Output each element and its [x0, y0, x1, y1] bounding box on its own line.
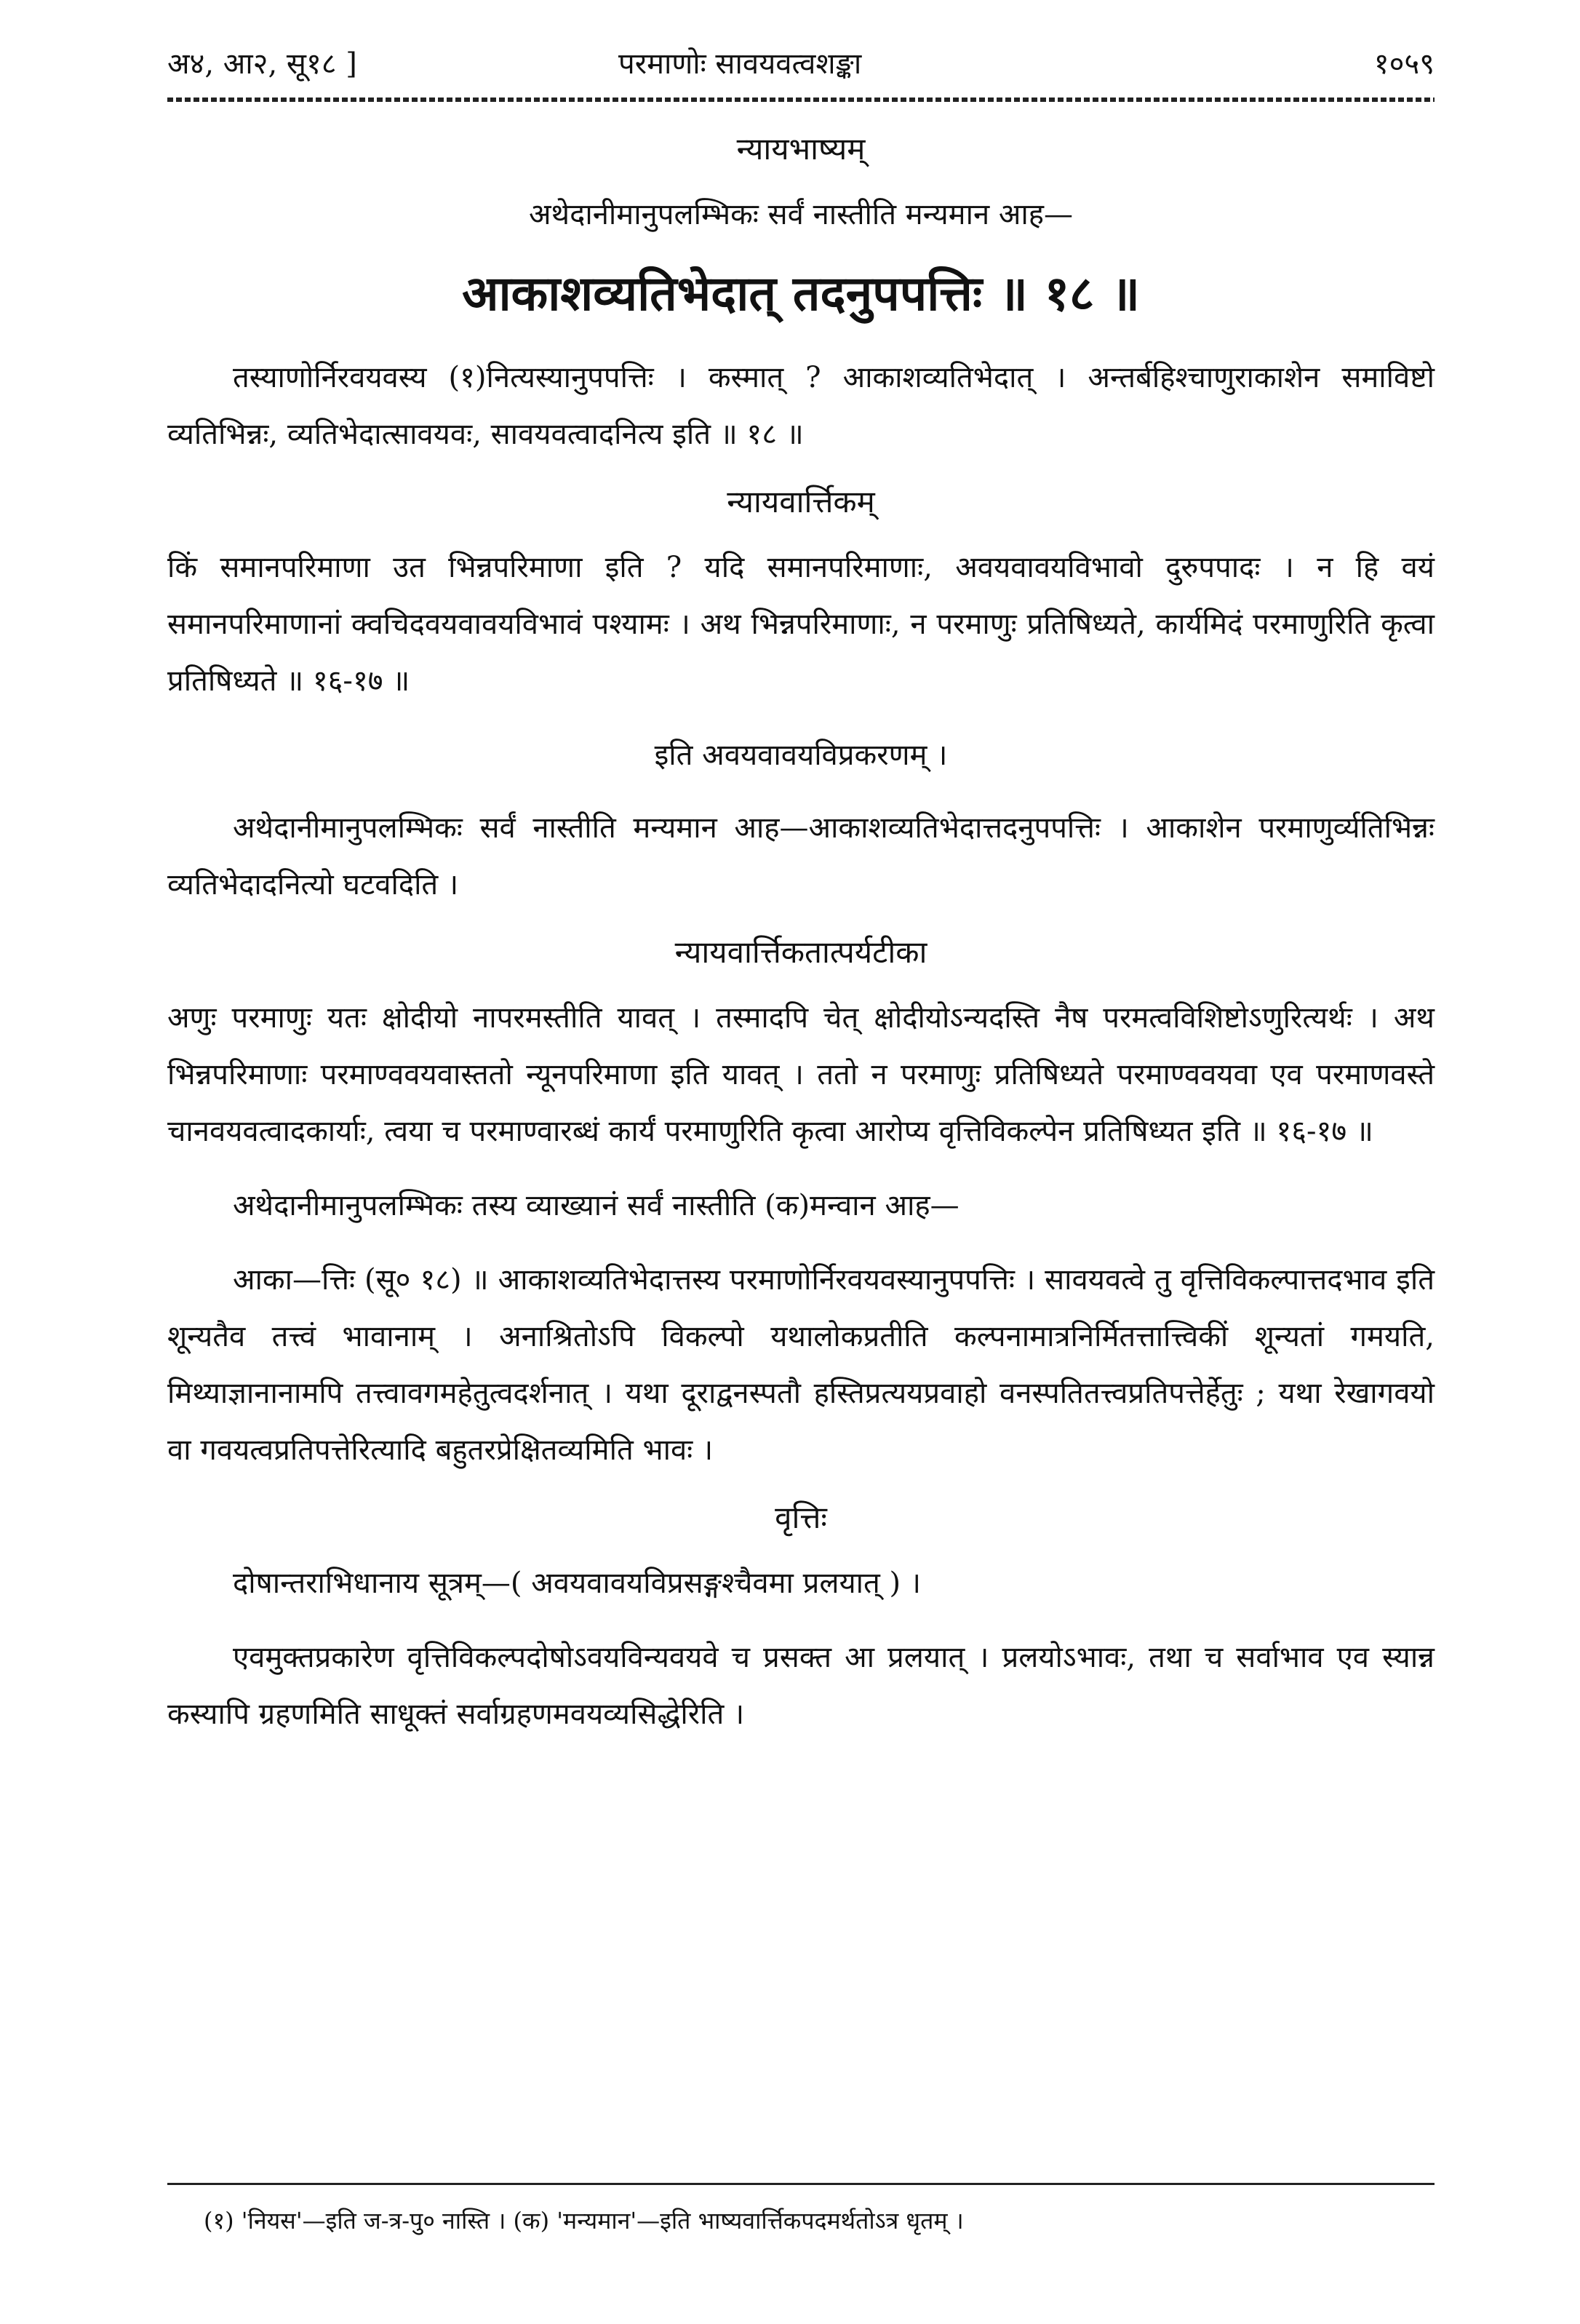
varttika-heading: न्यायवार्त्तिकम्: [727, 484, 875, 520]
header-wavy-rule: [167, 98, 1435, 102]
running-title: परमाणोः सावयवत्वशङ्का: [618, 47, 862, 81]
bhashya-text: तस्याणोर्निरवयवस्य (१)नित्यस्यानुपपत्तिः । कस्मात् ? आकाशव्यतिभेदात् । अन्तर्बहिश्चाणुराकाशेन समाविष्टो व्यतिभिन्नः, व्यतिभेदात्सावयवः, सावयवत्वादनित्य इति ॥ १८ ॥: [167, 361, 1435, 451]
vritti-paragraph-1: दोषान्तराभिधानाय सूत्रम्—( अवयवावयविप्रसङ्गश्चैवमा प्रलयात् ) ।: [233, 1567, 922, 1600]
vritti-heading: वृत्तिः: [775, 1500, 827, 1535]
tika-heading: न्यायवार्त्तिकतात्पर्यटीका: [674, 934, 927, 970]
running-header: [167, 35, 1435, 93]
varttika-paragraph-2: अथेदानीमानुपलम्भिकः सर्वं नास्तीति मन्यमान आह—आकाशव्यतिभेदात्तदनुपपत्तिः । आकाशेन परमाणुर्व्यतिभिन्नः व्यतिभेदादनित्यो घटवदिति ।: [167, 811, 1435, 902]
footnote: (१) 'नियस'—इति ज-त्र-पु० नास्ति । (क) 'मन्यमान'—इति भाष्यवार्त्तिकपदमर्थतोऽत्र धृतम् ।: [204, 2207, 964, 2235]
main-text: [167, 127, 1435, 1760]
footnote-divider: [167, 2183, 1435, 2185]
bhashya-intro: अथेदानीमानुपलम्भिकः सर्वं नास्तीति मन्यमान आह—: [529, 198, 1073, 231]
tika-paragraph-2: अथेदानीमानुपलम्भिकः तस्य व्याख्यानं सर्वं नास्तीति (क)मन्वान आह—: [233, 1189, 959, 1222]
vritti-paragraph-2: एवमुक्तप्रकारेण वृत्तिविकल्पदोषोऽवयविन्यवयवे च प्रसक्त आ प्रलयात् । प्रलयोऽभावः, तथा च सर्वाभाव एव स्यान्न कस्यापि ग्रहणमिति साधूक्तं सर्वाग्रहणमवयव्यसिद्धेरिति ।: [167, 1641, 1435, 1731]
tika-paragraph-3: आका—त्तिः (सू० १८) ॥ आकाशव्यतिभेदात्तस्य परमाणोर्निरवयवस्यानुपपत्तिः । सावयवत्वे तु वृत्तिविकल्पात्तदभाव इति शून्यतैव तत्त्वं भावानाम् । अनाश्रितोऽपि विकल्पो यथालोकप्रतीति कल्पनामात्रनिर्मितत्तात्त्विकीं शून्यतां गमयति, मिथ्याज्ञानानामपि तत्त्वावगमहेतुत्वदर्शनात् । यथा दूराद्वनस्पतौ हस्तिप्रत्ययप्रवाहो वनस्पतितत्त्वप्रतिपत्तेर्हेतुः ; यथा रेखागवयो वा गवयत्वप्रतिपत्तेरित्यादि बहुतरप्रेक्षितव्यमिति भावः ।: [167, 1263, 1435, 1467]
page-number: १०५९: [1373, 47, 1435, 81]
prakarana-colophon: इति अवयवावयविप्रकरणम् ।: [654, 739, 948, 772]
chapter-reference: अ४, आ२, सू१८ ]: [167, 47, 357, 81]
sutra-18: आकाशव्यतिभेदात् तदनुपपत्तिः ॥ १८ ॥: [462, 265, 1140, 322]
varttika-paragraph-1: किं समानपरिमाणा उत भिन्नपरिमाणा इति ? यदि समानपरिमाणाः, अवयवावयविभावो दुरुपपादः । न हि वयं समानपरिमाणानां क्वचिदवयवावयविभावं पश्यामः । अथ भिन्नपरिमाणाः, न परमाणुः प्रतिषिध्यते, कार्यमिदं परमाणुरिति कृत्वा प्रतिषिध्यते ॥ १६-१७ ॥: [167, 551, 1435, 698]
bhashya-heading: न्यायभाष्यम्: [736, 131, 866, 167]
tika-paragraph-1: अणुः परमाणुः यतः क्षोदीयो नापरमस्तीति यावत् । तस्मादपि चेत् क्षोदीयोऽन्यदस्ति नैष परमत्वविशिष्टोऽणुरित्यर्थः । अथ भिन्नपरिमाणाः परमाण्ववयवास्ततो न्यूनपरिमाणा इति यावत् । ततो न परमाणुः प्रतिषिध्यते परमाण्ववयवा एव परमाणवस्ते चानवयवत्वादकार्याः, त्वया च परमाण्वारब्धं कार्यं परमाणुरिति कृत्वा आरोप्य वृत्तिविकल्पेन प्रतिषिध्यत इति ॥ १६-१७ ॥: [167, 1001, 1435, 1148]
